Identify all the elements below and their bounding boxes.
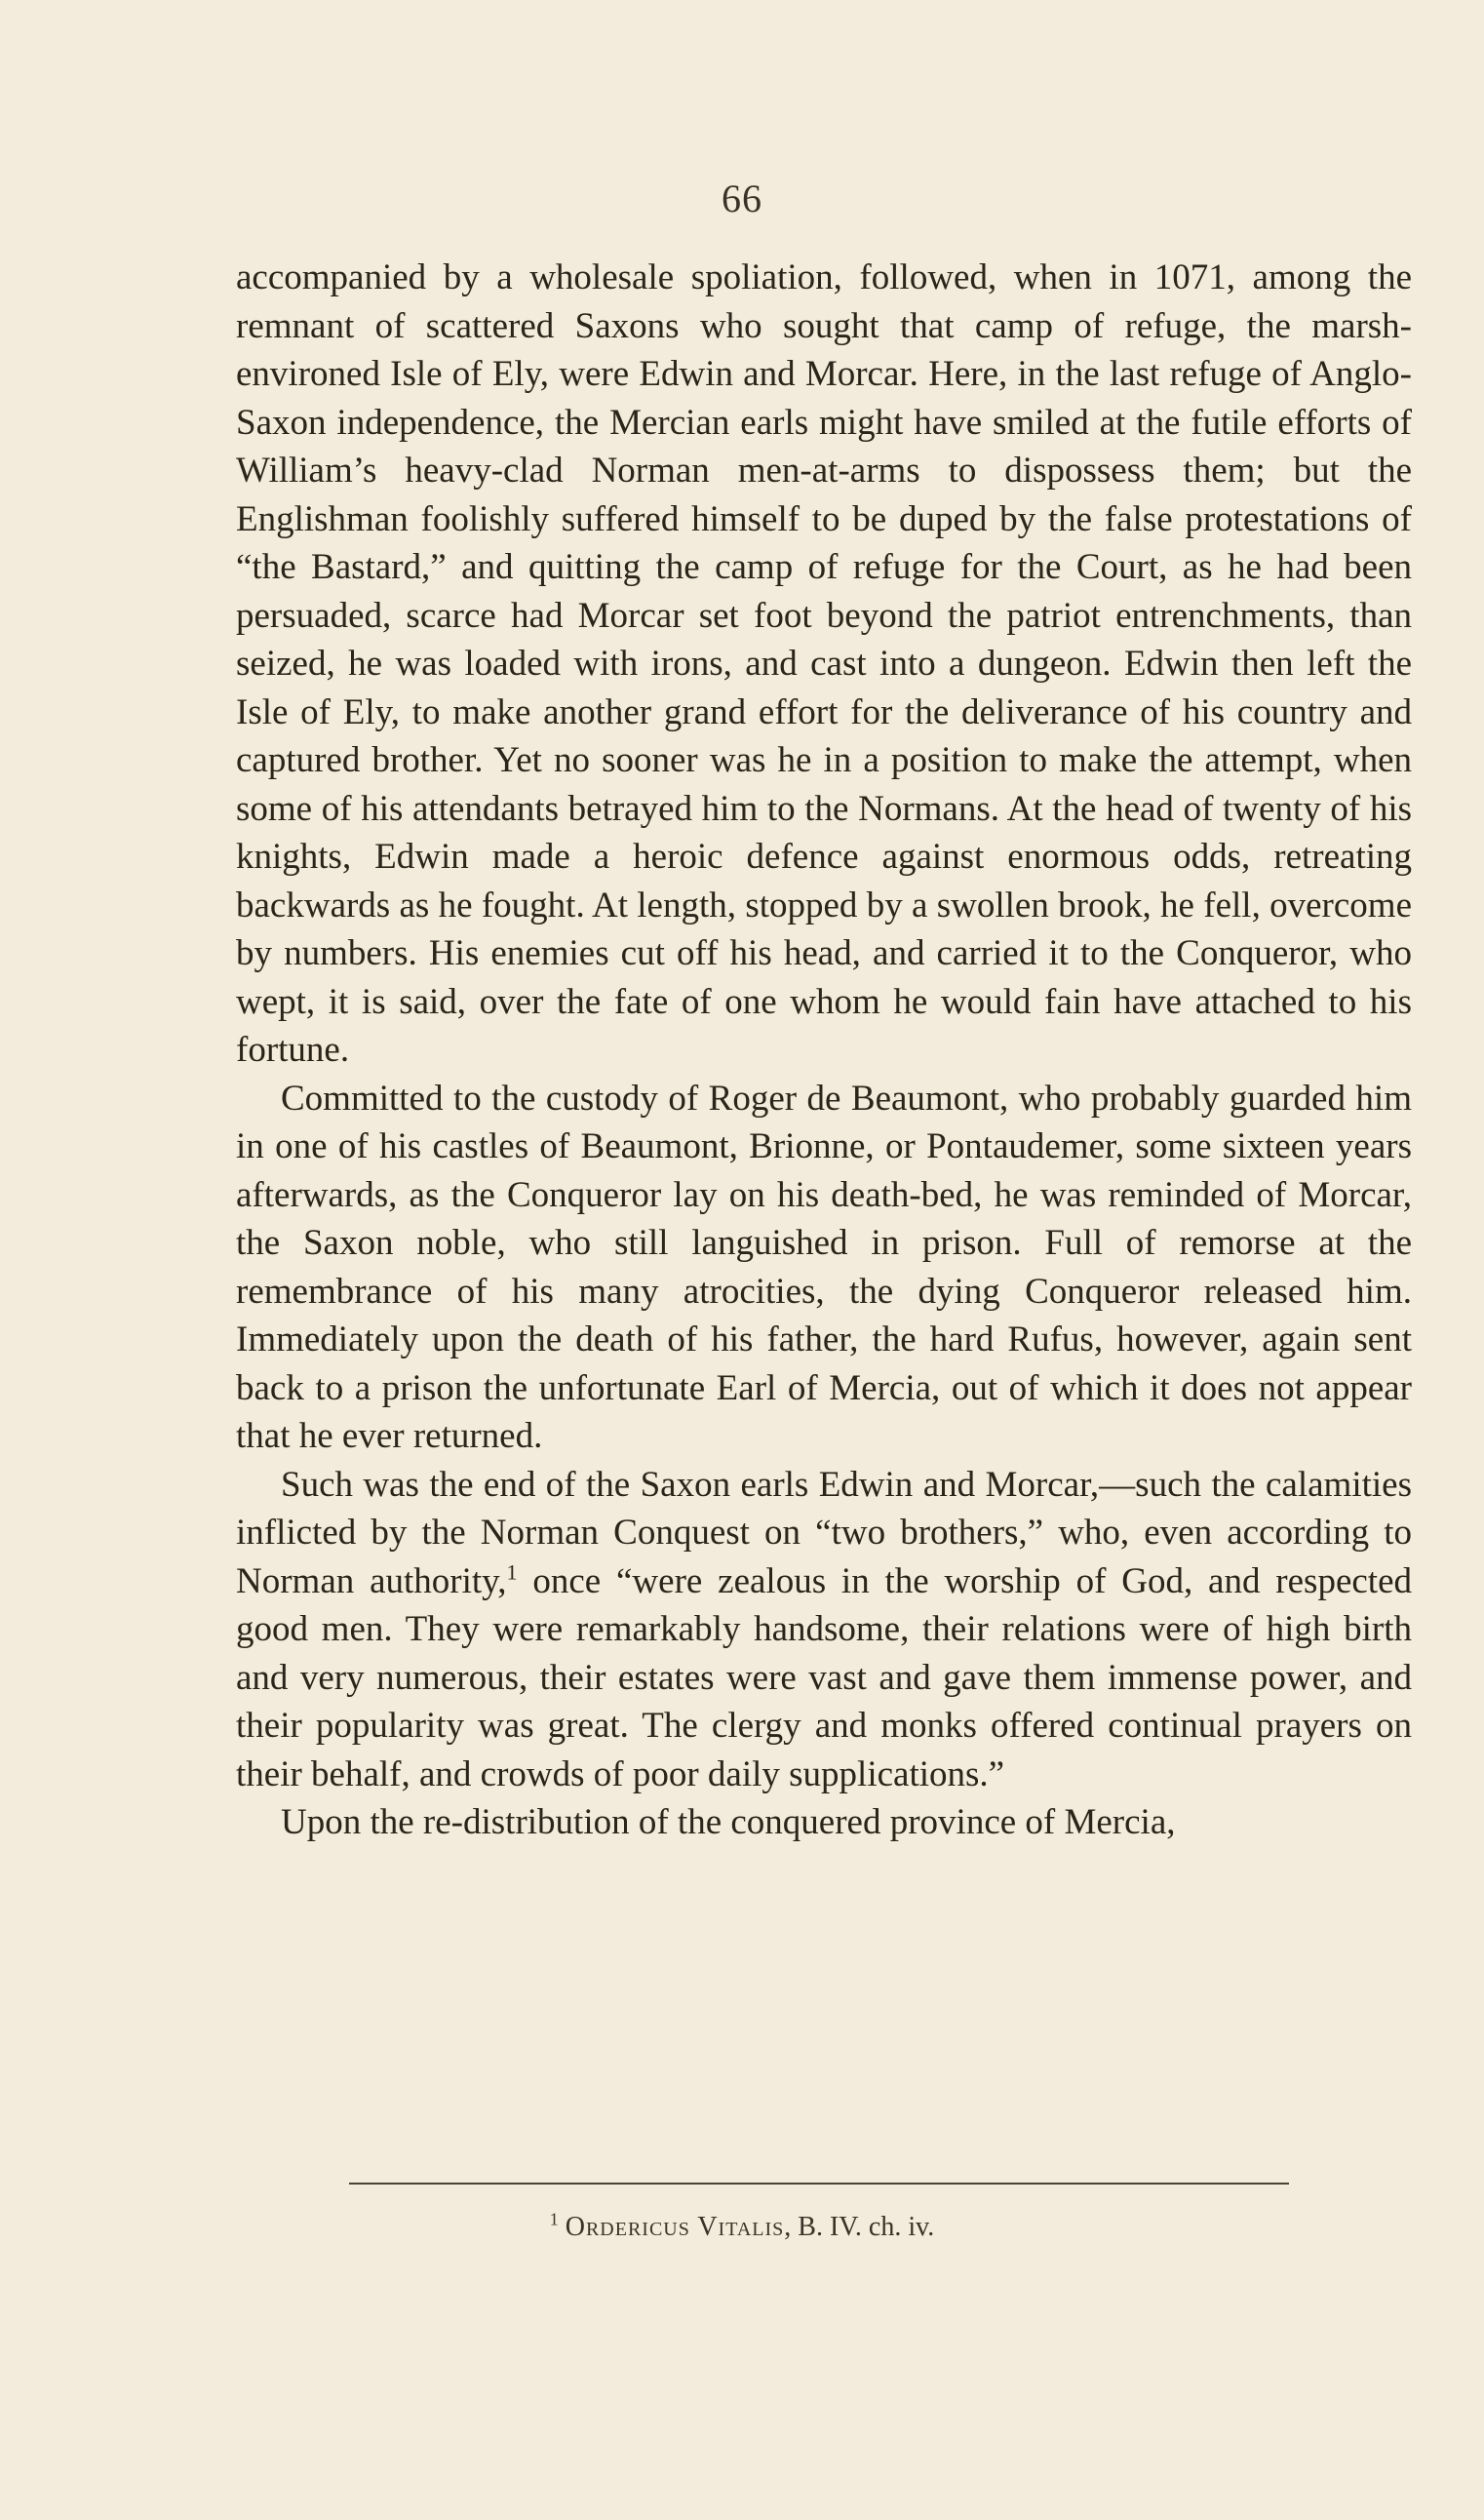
paragraph-2: Committed to the custody of Roger de Beaumont, who probably guarded him in one of his castles of Beaumont, Brionne, or Pontaudemer, some sixteen years afterwards, as the Conqueror lay on his death-bed, he was reminded of Morcar, the Saxon noble, who still languished in prison. Full of remorse at the remembrance of his many atrocities, the dying Conqueror released him. Immediately upon the death of his father, the hard Rufus, however, again sent back to a prison the unfortunate Earl of Mercia, out of which it does not appear that he ever returned. bbox=[236, 1078, 1412, 1456]
paragraph-3-text-b: once “were zealous in the worship of God, and respected good men. They were remarkably handsome, their relations were of high birth and very numerous, their estates were vast and gave them immense power, and their popularity was great. The clergy and monks offered continual prayers on their behalf, and crowds of poor daily supplications.” bbox=[236, 1560, 1412, 1794]
footnote bbox=[0, 2209, 1484, 2243]
paragraph-1: accompanied by a wholesale spoliation, followed, when in 1071, among the remnant of scattered Saxons who sought that camp of refuge, the marsh-environed Isle of Ely, were Edwin and Morcar. Here, in the last refuge of Anglo-Saxon independence, the Mercian earls might have smiled at the futile efforts of William’s heavy-clad Norman men-at-arms to dispossess them; but the Englishman foolishly suffered himself to be duped by the false protestations of “the Bastard,” and quitting the camp of refuge for the Court, as he had been persuaded, scarce had Morcar set foot beyond the patriot entrenchments, than seized, he was loaded with irons, and cast into a dungeon. Edwin then left the Isle of Ely, to make another grand effort for the deliverance of his country and captured brother. Yet no sooner was he in a position to make the attempt, when some of his attendants betrayed him to the Normans. At the head of twenty of his knights, Edwin made a heroic defence against enormous odds, retreating backwards as he fought. At length, stopped by a swollen brook, he fell, overcome by numbers. His enemies cut off his head, and carried it to the Conqueror, who wept, it is said, over the fate of one whom he would fain have attached to his fortune. bbox=[236, 257, 1412, 1070]
paragraph-4: Upon the re-distribution of the conquered province of Mercia, bbox=[281, 1802, 1176, 1842]
footnote-author: Ordericus Vitalis bbox=[565, 2212, 785, 2242]
page-number: 66 bbox=[722, 177, 762, 220]
main-text bbox=[236, 254, 1412, 1847]
footnote-divider bbox=[349, 2183, 1289, 2185]
footnote-reference-marker[interactable]: 1 bbox=[506, 1559, 518, 1585]
footnote-reference: , B. IV. ch. iv. bbox=[784, 2212, 935, 2242]
paragraph-3 bbox=[236, 1461, 1412, 1799]
paragraph-3-text-a: Such was the end of the Saxon earls Edwin and Morcar,—such the calamities inflicted by the Norman Conquest on “two brothers,” who, even according to Norman authority, bbox=[236, 1464, 1412, 1601]
footnote-marker: 1 bbox=[549, 2209, 559, 2229]
